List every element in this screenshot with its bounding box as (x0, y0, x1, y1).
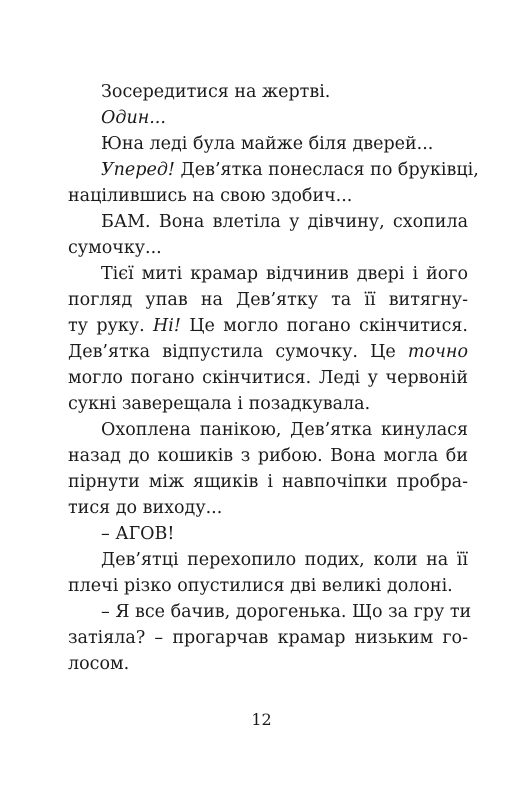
text-line (68, 313, 468, 339)
text-line: пірнути між ящиків і навпочіпки пробра- (68, 472, 468, 492)
text-segment: Дев’ятка понеслася по бруківці, (174, 160, 479, 180)
text-line: могло погано скінчитися. Леді у червоній (68, 368, 468, 388)
emphasis: Ні! (153, 316, 181, 336)
text-segment: ту руку. (68, 316, 154, 336)
text-line (68, 157, 479, 183)
text-segment: Дев’ятка відпустила сумочку. Це (68, 342, 408, 362)
page-body (68, 79, 479, 677)
text-line: сумочку... (68, 238, 162, 258)
text-line: БАМ. Вона влетіла у дівчину, схопила (101, 212, 468, 232)
text-line: лосом. (68, 654, 130, 674)
text-line: погляд упав на Дев’ятку та її витягну- (68, 290, 468, 310)
text-line: сукні заверещала і позадкувала. (68, 394, 371, 414)
emphasis: точно (407, 342, 468, 362)
text-segment: Це могло погано скінчитися. (180, 316, 468, 336)
text-line: назад до кошиків з рибою. Вона могла би (68, 446, 468, 466)
emphasis: Один... (101, 108, 166, 128)
text-line: Дев’ятці перехопило подих, коли на її (101, 550, 468, 570)
text-line (68, 105, 468, 131)
text-line: Юна леді була майже біля дверей... (101, 134, 434, 154)
text-line: плечі різко опустилися дві великі долоні. (68, 576, 453, 596)
text-line: – АГОВ! (101, 524, 175, 544)
text-line: Тієї миті крамар відчинив двері і його (101, 264, 468, 284)
text-line: націлившись на свою здобич... (68, 186, 353, 206)
text-line (68, 339, 468, 365)
text-line: – Я все бачив, дорогенька. Що за гру ти (101, 602, 472, 622)
page-number: 12 (251, 710, 272, 729)
emphasis: Уперед! (101, 160, 175, 180)
text-line: затіяла? – прогарчав крамар низьким го- (68, 628, 468, 648)
text-line: Зосередитися на жертві. (101, 82, 331, 102)
text-line: Охоплена панікою, Дев’ятка кинулася (101, 420, 468, 440)
text-line: тися до виходу... (68, 498, 223, 518)
